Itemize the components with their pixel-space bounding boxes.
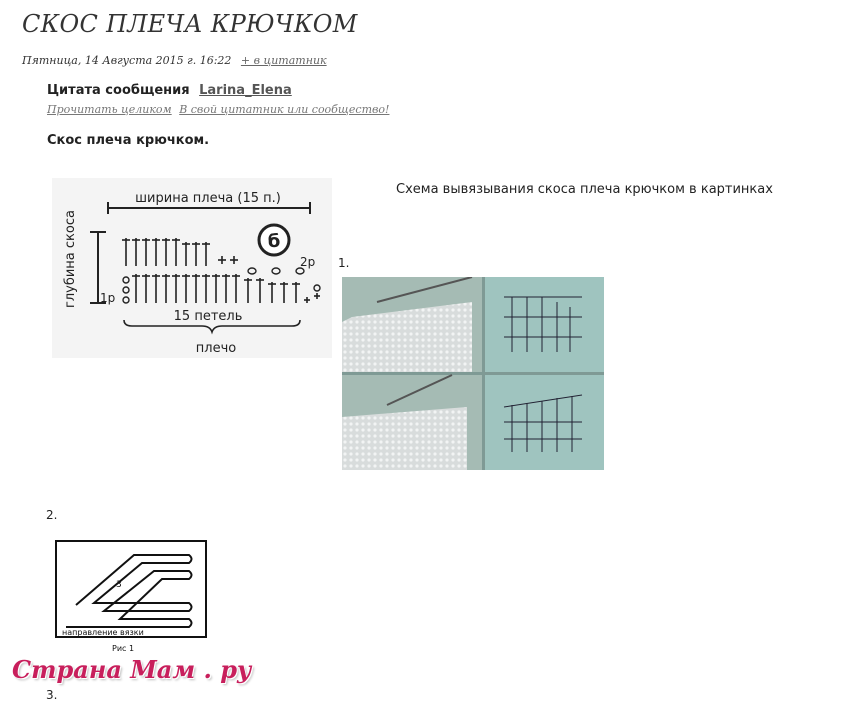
row2-label: 2р — [300, 255, 316, 269]
post-meta — [22, 54, 327, 67]
item-number-2: 2. — [46, 508, 58, 522]
quote-author-link[interactable]: Larina_Elena — [199, 83, 292, 98]
knitting-direction-scheme — [54, 527, 210, 657]
item-number-1: 1. — [338, 256, 350, 270]
item-number-3: 3. — [46, 688, 58, 702]
quote-links — [47, 103, 393, 116]
direction-label: направление вязки — [62, 628, 144, 637]
loops-label: 15 петель — [173, 309, 243, 324]
page-title: СКОС ПЛЕЧА КРЮЧКОМ — [22, 10, 358, 38]
figure-label: Рис 1 — [112, 644, 135, 653]
post-date: Пятница, 14 Августа 2015 г. 16:22 — [22, 54, 232, 67]
shoulder-scheme-image — [52, 178, 332, 358]
chain-loops — [123, 268, 320, 303]
depth-label: глубина скоса — [63, 210, 78, 308]
post-subtitle: Скос плеча крючком. — [47, 133, 210, 148]
photo-top-right — [485, 277, 604, 372]
photo-collage-drawing — [342, 277, 604, 470]
top-row-stitches — [122, 238, 238, 266]
add-to-quotes-link[interactable]: + в цитатник — [240, 54, 327, 67]
scheme-caption: Схема вывязывания скоса плеча крючком в картинках — [396, 182, 773, 197]
scheme2-step-label: 3 — [116, 580, 122, 590]
knitting-direction-drawing — [54, 527, 210, 657]
bottom-row-stitches — [132, 274, 320, 303]
row1-label: 1р — [100, 291, 116, 305]
scheme-marker: б — [267, 231, 281, 252]
site-watermark: Страна Мам . ру — [12, 655, 252, 684]
knitting-photo-collage — [342, 277, 604, 470]
quote-label: Цитата сообщения — [47, 83, 190, 98]
shoulder-label: плечо — [195, 341, 237, 356]
read-full-link[interactable]: Прочитать целиком — [47, 103, 172, 116]
width-label: ширина плеча (15 п.) — [135, 191, 281, 206]
save-to-quotes-link[interactable]: В свой цитатник или сообщество! — [179, 103, 390, 116]
knit-fabric-bottom — [342, 407, 467, 470]
shoulder-scheme-drawing — [52, 178, 332, 358]
quote-header — [47, 83, 292, 98]
